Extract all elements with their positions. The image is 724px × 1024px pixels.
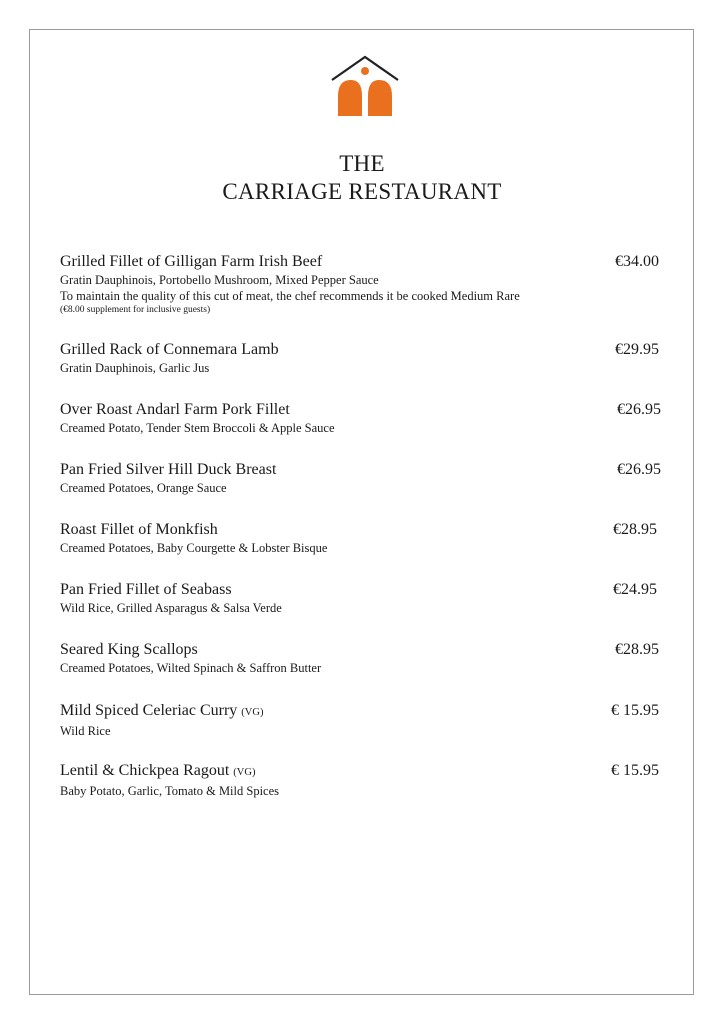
dish-description: Baby Potato, Garlic, Tomato & Mild Spices (60, 784, 280, 798)
dish-description: Wild Rice, Grilled Asparagus & Salsa Verde (60, 601, 282, 615)
dish-price: €28.95 (615, 641, 659, 658)
carriage-house-logo-icon (330, 54, 400, 118)
dish-price: €26.95 (617, 401, 661, 418)
dish-price: €29.95 (615, 341, 659, 358)
dish-price: €34.00 (615, 253, 659, 270)
dish-description: Creamed Potatoes, Wilted Spinach & Saffron Butter (60, 661, 322, 675)
dish-price: € 15.95 (611, 762, 659, 779)
dish-description: Wild Rice (60, 724, 111, 738)
dish-name: Grilled Rack of Connemara Lamb (60, 341, 279, 358)
dish-description: Gratin Dauphinois, Garlic Jus (60, 361, 210, 375)
page-title-restaurant: CARRIAGE RESTAURANT (222, 179, 502, 204)
dish-price: €24.95 (613, 581, 657, 598)
dish-name: Roast Fillet of Monkfish (60, 521, 218, 538)
dish-supplement-note: (€8.00 supplement for inclusive guests) (60, 305, 211, 315)
dish-name: Lentil & Chickpea Ragout (VG) (60, 762, 256, 779)
dish-description: Creamed Potatoes, Orange Sauce (60, 481, 227, 495)
menu-item (60, 520, 670, 556)
dish-name: Over Roast Andarl Farm Pork Fillet (60, 401, 290, 418)
vegan-tag: (VG) (241, 707, 264, 718)
menu-item (60, 701, 670, 739)
dish-description: Creamed Potato, Tender Stem Broccoli & Apple Sauce (60, 421, 335, 435)
menu-item (60, 340, 670, 376)
menu-item (60, 580, 670, 616)
dish-price: €26.95 (617, 461, 661, 478)
dish-name: Grilled Fillet of Gilligan Farm Irish Beef (60, 253, 323, 270)
dish-description: Gratin Dauphinois, Portobello Mushroom, Mixed Pepper Sauce (60, 273, 379, 287)
menu-item (60, 252, 670, 317)
dish-description: Creamed Potatoes, Baby Courgette & Lobster Bisque (60, 541, 328, 555)
menu-item (60, 400, 670, 436)
dish-name: Seared King Scallops (60, 641, 198, 658)
dish-name: Mild Spiced Celeriac Curry (VG) (60, 702, 264, 719)
dish-note: To maintain the quality of this cut of meat, the chef recommends it be cooked Medium Rare (60, 289, 520, 303)
dish-name: Pan Fried Silver Hill Duck Breast (60, 461, 277, 478)
dish-price: €28.95 (613, 521, 657, 538)
menu-item (60, 761, 670, 799)
vegan-tag: (VG) (233, 767, 256, 778)
dish-name: Pan Fried Fillet of Seabass (60, 581, 232, 598)
page-title-the: THE (339, 151, 385, 176)
dish-price: € 15.95 (611, 702, 659, 719)
menu-item (60, 460, 670, 496)
menu-item (60, 640, 670, 676)
